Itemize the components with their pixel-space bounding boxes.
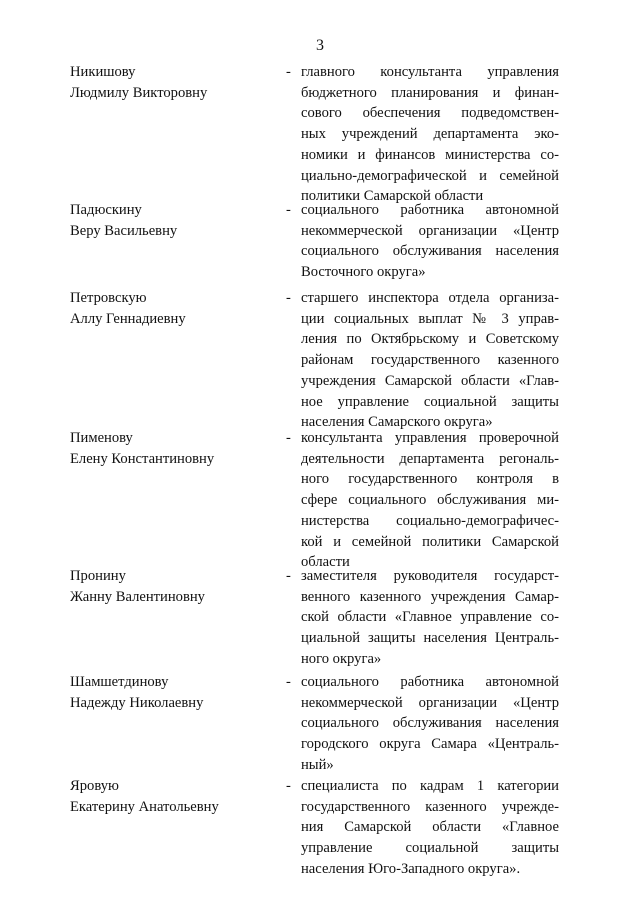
position-description xyxy=(301,428,559,573)
position-line: ного государственного контроля в xyxy=(301,471,559,488)
position-line: деятельности департамента регональ- xyxy=(301,450,559,467)
person-surname: Падюскину xyxy=(70,202,142,218)
position-line: населения Юго-Западного округа». xyxy=(301,860,521,877)
person-name xyxy=(70,776,270,817)
position-line: политики Самарской области xyxy=(301,188,484,205)
position-line: ской области «Главное управление со- xyxy=(301,609,559,626)
position-line: специалиста по кадрам 1 категории xyxy=(301,778,559,794)
position-line: консультанта управления проверочной xyxy=(301,430,559,446)
position-line: циальной защиты населения Централь- xyxy=(301,630,559,647)
person-surname: Яровую xyxy=(70,778,119,794)
position-description xyxy=(301,200,559,283)
position-description xyxy=(301,672,559,776)
entry-dash: - xyxy=(286,778,291,794)
person-given-names: Надежду Николаевну xyxy=(70,694,204,711)
person-given-names: Елену Константиновну xyxy=(70,450,215,467)
position-line: социального обслуживания населения xyxy=(301,715,559,732)
entry-dash: - xyxy=(286,674,291,690)
position-line: сфере социального обслуживания ми- xyxy=(301,492,559,509)
position-line: социального работника автономной xyxy=(301,674,559,690)
position-line: ного округа» xyxy=(301,650,382,667)
position-line: социального обслуживания населения xyxy=(301,243,559,260)
entry-dash: - xyxy=(286,568,291,584)
entry-dash: - xyxy=(286,430,291,446)
position-line: заместителя руководителя государст- xyxy=(301,568,559,584)
position-line: ния Самарской области «Главное xyxy=(301,819,559,836)
person-given-names: Жанну Валентиновну xyxy=(70,588,205,605)
person-name xyxy=(70,200,270,241)
position-line: некоммерческой организации «Центр xyxy=(301,222,559,239)
position-line: учреждения Самарской области «Глав- xyxy=(301,372,559,389)
person-surname: Никишову xyxy=(70,64,136,80)
position-line: области xyxy=(301,554,350,571)
person-surname: Пронину xyxy=(70,568,126,584)
person-name xyxy=(70,428,270,469)
position-line: кой и семейной политики Самарской xyxy=(301,533,559,550)
position-line: ции социальных выплат № 3 управ- xyxy=(301,310,559,327)
person-surname: Шамшетдинову xyxy=(70,674,169,690)
position-line: номики и финансов министерства со- xyxy=(301,146,559,163)
person-name xyxy=(70,288,270,329)
position-line: ных учреждений департамента эко- xyxy=(301,126,559,143)
position-line: районам государственного казенного xyxy=(301,352,559,369)
position-line: социального работника автономной xyxy=(301,202,559,218)
position-line: городского округа Самара «Централь- xyxy=(301,736,559,753)
entry-dash: - xyxy=(286,64,291,80)
position-line: главного консультанта управления xyxy=(301,64,559,80)
position-line: венного казенного учреждения Самар- xyxy=(301,588,559,605)
position-line: старшего инспектора отдела организа- xyxy=(301,290,559,306)
position-line: управление социальной защиты xyxy=(301,840,559,857)
position-line: бюджетного планирования и финан- xyxy=(301,84,559,101)
position-line: нистерства социально-демографичес- xyxy=(301,512,559,529)
person-given-names: Аллу Геннадиевну xyxy=(70,310,186,327)
position-line: ный» xyxy=(301,756,334,773)
position-line: ное управление социальной защиты xyxy=(301,393,559,410)
person-name xyxy=(70,62,270,103)
position-description xyxy=(301,62,559,207)
position-line: сового обеспечения подведомствен- xyxy=(301,105,559,122)
person-given-names: Екатерину Анатольевну xyxy=(70,798,219,815)
position-line: некоммерческой организации «Центр xyxy=(301,694,559,711)
position-description xyxy=(301,776,559,880)
position-line: Восточного округа» xyxy=(301,264,426,281)
person-given-names: Веру Васильевну xyxy=(70,222,178,239)
entry-dash: - xyxy=(286,202,291,218)
position-line: государственного казенного учрежде- xyxy=(301,798,559,815)
person-surname: Пименову xyxy=(70,430,133,446)
position-description xyxy=(301,288,559,433)
position-line: населения Самарского округа» xyxy=(301,414,493,431)
person-surname: Петровскую xyxy=(70,290,147,306)
position-line: циально-демографической и семейной xyxy=(301,167,559,184)
entry-dash: - xyxy=(286,290,291,306)
person-given-names: Людмилу Викторовну xyxy=(70,84,208,101)
position-line: ления по Октябрьскому и Советскому xyxy=(301,331,559,348)
person-name xyxy=(70,672,270,713)
position-description xyxy=(301,566,559,670)
page-number: 3 xyxy=(316,37,324,54)
person-name xyxy=(70,566,270,607)
